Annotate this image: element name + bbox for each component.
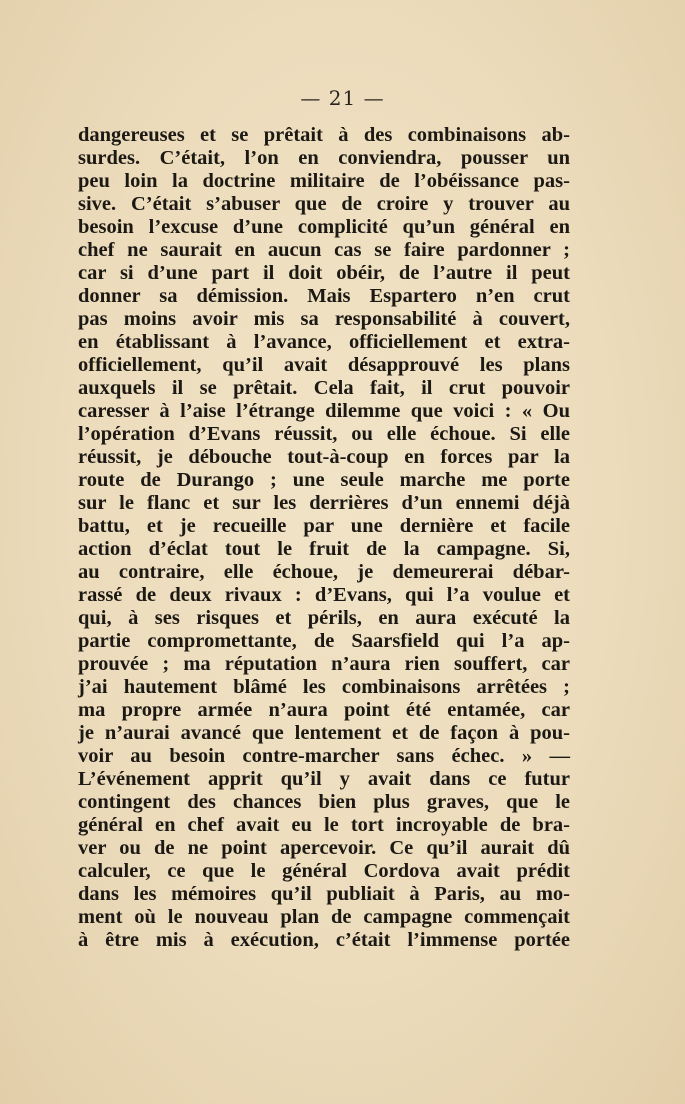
text-line: surdes. C’était, l’on en conviendra, pousser un xyxy=(78,147,570,169)
text-line: ment où le nouveau plan de campagne commençait xyxy=(78,906,570,928)
text-line: prouvée ; ma réputation n’aura rien souffert, car xyxy=(78,653,570,675)
text-line: calculer, ce que le général Cordova avait prédit xyxy=(78,860,570,882)
text-line: officiellement, qu’il avait désapprouvé les plans xyxy=(78,354,570,376)
text-line: dangereuses et se prêtait à des combinaisons ab- xyxy=(78,124,570,146)
text-line: réussit, je débouche tout-à-coup en forces par la xyxy=(78,446,570,468)
text-line: l’opération d’Evans réussit, ou elle échoue. Si elle xyxy=(78,423,570,445)
page-number: — 21 — xyxy=(300,86,385,110)
text-line: général en chef avait eu le tort incroyable de bra- xyxy=(78,814,570,836)
text-line: j’ai hautement blâmé les combinaisons arrêtées ; xyxy=(78,676,570,698)
text-line: voir au besoin contre-marcher sans échec. » — xyxy=(78,745,570,767)
text-line: besoin l’excuse d’une complicité qu’un général en xyxy=(78,216,570,238)
text-line: donner sa démission. Mais Espartero n’en crut xyxy=(78,285,570,307)
text-line: sur le flanc et sur les derrières d’un ennemi déjà xyxy=(78,492,570,514)
text-line: ver ou de ne point apercevoir. Ce qu’il aurait dû xyxy=(78,837,570,859)
text-line: caresser à l’aise l’étrange dilemme que voici : « Ou xyxy=(78,400,570,422)
text-line: route de Durango ; une seule marche me porte xyxy=(78,469,570,491)
text-line: à être mis à exécution, c’était l’immense portée xyxy=(78,929,570,951)
text-line: partie compromettante, de Saarsfield qui l’a ap- xyxy=(78,630,570,652)
text-line: ma propre armée n’aura point été entamée, car xyxy=(78,699,570,721)
text-line: sive. C’était s’abuser que de croire y trouver au xyxy=(78,193,570,215)
text-line: chef ne saurait en aucun cas se faire pardonner ; xyxy=(78,239,570,261)
text-line: battu, et je recueille par une dernière et facile xyxy=(78,515,570,537)
text-line: peu loin la doctrine militaire de l’obéissance pas- xyxy=(78,170,570,192)
text-line: dans les mémoires qu’il publiait à Paris, au mo- xyxy=(78,883,570,905)
text-line: car si d’une part il doit obéir, de l’autre il peut xyxy=(78,262,570,284)
text-line: qui, à ses risques et périls, en aura exécuté la xyxy=(78,607,570,629)
text-line: je n’aurai avancé que lentement et de façon à pou- xyxy=(78,722,570,744)
body-text xyxy=(78,124,570,952)
text-line: rassé de deux rivaux : d’Evans, qui l’a voulue et xyxy=(78,584,570,606)
text-line: auxquels il se prêtait. Cela fait, il crut pouvoir xyxy=(78,377,570,399)
text-line: action d’éclat tout le fruit de la campagne. Si, xyxy=(78,538,570,560)
text-line: contingent des chances bien plus graves, que le xyxy=(78,791,570,813)
text-line: L’événement apprit qu’il y avait dans ce futur xyxy=(78,768,570,790)
text-line: en établissant à l’avance, officiellement et extra- xyxy=(78,331,570,353)
text-line: pas moins avoir mis sa responsabilité à couvert, xyxy=(78,308,570,330)
text-line: au contraire, elle échoue, je demeurerai débar- xyxy=(78,561,570,583)
